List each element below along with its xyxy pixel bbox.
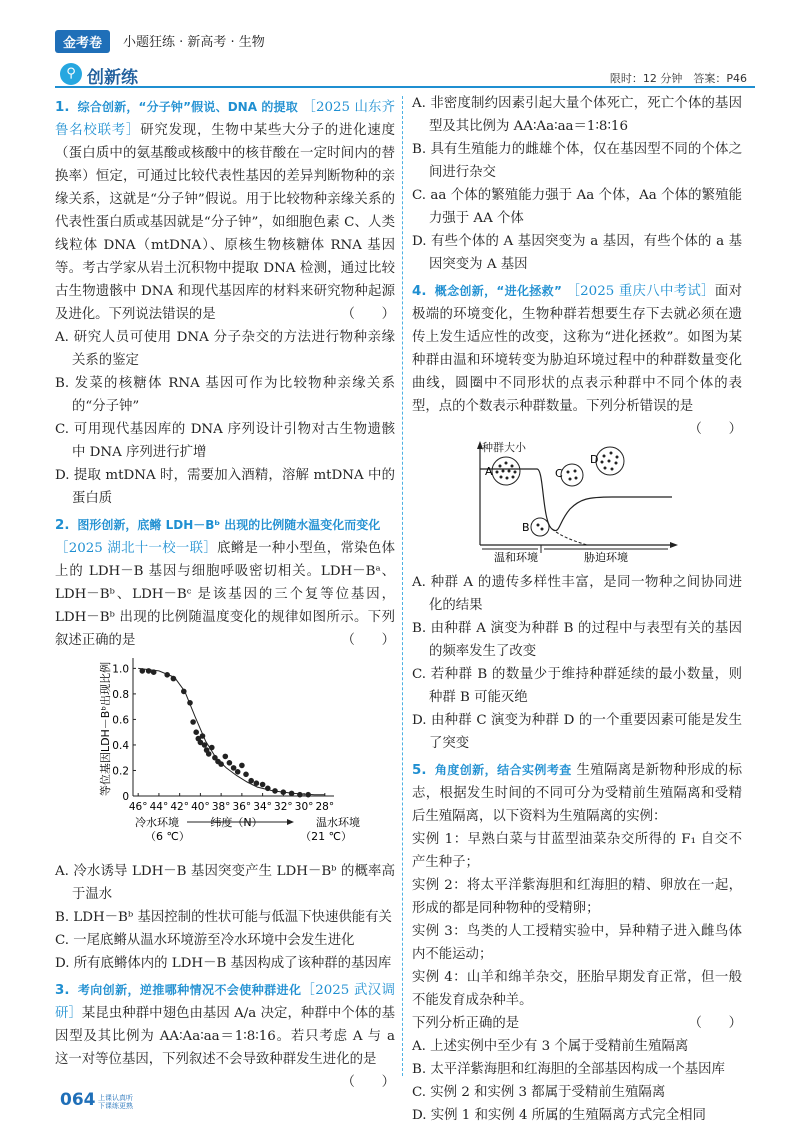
y-tick-label: 0.4 [112, 739, 129, 752]
x-tick-label: 44° [149, 801, 169, 813]
data-point [231, 765, 237, 771]
question-2 [55, 514, 395, 975]
brand-tag: 金考卷 [55, 30, 110, 53]
label-d: D [590, 453, 599, 466]
answer-bracket: （ ） [341, 307, 395, 322]
label-b: B [522, 521, 530, 534]
column-divider [402, 96, 403, 1076]
question-tag: 角度创新，结合实例考查 [434, 763, 572, 777]
y-tick-label: 0.6 [112, 714, 129, 727]
option-b: B. 具有生殖能力的雌雄个体，仅在基因型不同的个体之间进行杂交 [412, 142, 742, 180]
population-b-dot [541, 528, 544, 531]
stress-environment-label: 胁迫环境 [584, 551, 628, 563]
page-number: 064 [60, 1090, 96, 1110]
answer-bracket: （ ） [688, 422, 742, 437]
page-header [0, 0, 800, 58]
x-tick-label: 42° [170, 801, 189, 813]
x-axis-label: 纬度（N） [210, 816, 263, 829]
data-point [235, 769, 241, 775]
y-tick-label: 0 [122, 791, 129, 803]
question-stem: 底鳉是一种小型鱼，常染色体上的 LDH－B 基因与细胞呼吸密切相关。LDH－Bᵃ、LDH－Bᵇ、LDH－Bᶜ 是该基因的三个复等位基因，LDH－Bᵇ 出现的比例随温度变化的规律如图所示。下列叙述正确的是 [55, 541, 395, 648]
population-b-dot [537, 524, 540, 527]
x-tick-label: 38° [211, 801, 231, 813]
example-1: 实例 1：早熟白菜与甘蓝型油菜杂交所得的 F₁ 自交不产生种子； [412, 832, 742, 870]
x-tick-label: 46° [128, 801, 148, 813]
option-a: A. 非密度制约因素引起大量个体死亡，死亡个体的基因型及其比例为 AA∶Aa∶aa＝1∶8∶16 [412, 96, 742, 134]
question-3 [55, 979, 396, 1090]
evolutionary-rescue-diagram [412, 441, 742, 571]
question-5 [412, 759, 742, 1127]
population-b-circle [531, 518, 549, 536]
latitude-chart [55, 652, 395, 860]
example-2: 实例 2：将太平洋紫海胆和红海胆的精、卵放在一起，形成的都是同种物种的受精卵； [412, 878, 742, 916]
population-a-dots [496, 462, 517, 480]
data-point [272, 788, 278, 794]
footer-note: 上课认真听 下课练更熟 [98, 1094, 133, 1110]
option-a: A. 研究人员可使用 DNA 分子杂交的方法进行物种亲缘关系的鉴定 [55, 330, 395, 368]
answer-bracket: （ ） [688, 1016, 742, 1031]
y-tick-label: 0.8 [112, 688, 129, 701]
question-number: 5. [412, 763, 427, 778]
question-source: ［2025 武汉调研］ [55, 983, 395, 1021]
x-tick-label: 40° [191, 801, 210, 813]
population-c-circle [561, 464, 583, 486]
question-tag: 概念创新，“进化拯救” [434, 284, 562, 298]
warm-environment-label: 温水环境 [316, 816, 360, 829]
cold-temperature-label: （6 ℃） [145, 830, 190, 843]
population-size-diagram [412, 441, 742, 563]
option-c: C. 若种群 B 的数量少于维持种群延续的最小数量，则种群 B 可能灭绝 [412, 667, 742, 705]
option-d: D. 提取 mtDNA 时，需要加入酒精，溶解 mtDNA 中的蛋白质 [55, 468, 395, 506]
question-number: 3. [55, 983, 70, 998]
option-d: D. 所有底鳉体内的 LDH－B 基因构成了该种群的基因库 [55, 956, 392, 971]
label-a: A [485, 465, 493, 478]
scatter-chart [55, 652, 395, 852]
trend-curve [138, 668, 325, 794]
extinction-dashed-curve [552, 529, 587, 545]
x-tick-label: 36° [232, 801, 252, 813]
question-number: 1. [55, 100, 70, 115]
population-d-dots [601, 452, 619, 471]
question-source: ［2025 湖北十一校一联］ [55, 541, 218, 556]
option-b: B. 太平洋紫海胆和红海胆的全部基因构成一个基因库 [412, 1062, 725, 1077]
option-c: C. 可用现代基因库的 DNA 序列设计引物对古生物遗骸中 DNA 序列进行扩增 [55, 422, 395, 460]
answer-bracket: （ ） [341, 633, 395, 648]
answer-bracket: （ ） [341, 1075, 395, 1090]
cold-environment-label: 冷水环境 [135, 816, 179, 829]
data-point [206, 751, 212, 757]
data-point [227, 760, 233, 766]
x-axis-arrow-icon [670, 542, 678, 548]
question-source: ［2025 山东齐鲁名校联考］ [55, 100, 395, 138]
question-number: 2. [55, 518, 70, 533]
data-point [223, 754, 229, 760]
data-point [218, 761, 224, 767]
y-axis-label: 种群大小 [482, 441, 526, 454]
question-stem: 某昆虫种群中翅色由基因 A/a 决定，种群中个体的基因型及其比例为 AA∶Aa∶aa＝1∶8∶16。若只考虑 A 与 a 这一对等位基因，下列叙述不会导致种群发生进化的是 [55, 1006, 396, 1067]
data-point [254, 780, 260, 786]
question-stem: 生殖隔离是新物种形成的标志，根据发生时间的不同可分为受精前生殖隔离和受精后生殖隔离，以下资料为生殖隔离的实例： [412, 763, 742, 824]
question-tag: 图形创新，底鳉 LDH－Bᵇ 出现的比例随水温变化而变化 [77, 518, 381, 532]
data-point [193, 729, 199, 735]
label-c: C [555, 467, 563, 480]
data-point [202, 742, 208, 748]
option-a: A. 冷水诱导 LDH－B 基因突变产生 LDH－Bᵇ 的概率高于温水 [55, 864, 395, 902]
data-point [209, 745, 215, 751]
question-stem: 研究发现，生物中某些大分子的进化速度（蛋白质中的氨基酸或核酸中的核苷酸在一定时间内的替换率）恒定，可通过比较代表性基因的差异判断物种的亲缘关系，这就是“分子钟”假说。用于比较物种亲缘关系的代表性蛋白质或基因就是“分子钟”，如细胞色素 C、人类线粒体 DNA（mtDNA）、原核生物核糖体 RNA 基因等。考古学家从岩土沉积物中提取 DNA 检测，通过比较古生物遗骸中 DNA 和现代基因库的材料来研究物种起源及进化。下列说法错误的是 [55, 123, 395, 322]
mild-environment-label: 温和环境 [494, 551, 538, 563]
latitude-arrow-icon [287, 819, 294, 825]
data-point [187, 700, 193, 706]
section-title: 创新练 [87, 68, 138, 88]
data-point [164, 672, 170, 678]
right-column [412, 92, 742, 1127]
data-point [146, 668, 152, 674]
data-point [140, 668, 146, 674]
option-b: B. 发菜的核糖体 RNA 基因可作为比较物种亲缘关系的“分子钟” [55, 376, 395, 414]
option-a: A. 种群 A 的遗传多样性丰富，是同一物种之间协同进化的结果 [412, 575, 742, 613]
question-stem: 面对极端的环境变化，生物种群若想要生存下去就必须在遗传上发生适应性的改变，这称为“进化拯救”。如图为某种群由温和环境转变为胁迫环境过程中的种群数量变化曲线，圆圈中不同形状的点表示种群中不同个体的表型，点的个数表示种群数量。下列分析错误的是 [412, 284, 743, 414]
time-limit-answer: 限时：12 分钟 答案：P46 [609, 72, 747, 85]
left-column [55, 96, 395, 1094]
question-1 [55, 96, 395, 510]
data-point [171, 676, 177, 682]
option-b: B. LDH－Bᵇ 基因控制的性状可能与低温下快速供能有关 [55, 910, 392, 925]
series-title: 小题狂练 · 新高考 · 生物 [123, 35, 265, 50]
option-b: B. 由种群 A 演变为种群 B 的过程中与表型有关的基因的频率发生了改变 [412, 621, 742, 659]
data-point [190, 719, 196, 725]
y-tick-label: 0.2 [112, 765, 129, 778]
x-tick-label: 34° [253, 801, 272, 813]
question-4 [412, 280, 742, 755]
data-point [265, 786, 271, 792]
question-number: 4. [412, 284, 427, 299]
data-point [181, 689, 187, 695]
question-ask: 下列分析正确的是 [412, 1016, 520, 1031]
x-tick-label: 32° [274, 801, 293, 813]
option-c: C. aa 个体的繁殖能力强于 Aa 个体，Aa 个体的繁殖能力强于 AA 个体 [412, 188, 742, 226]
x-tick-label: 30° [294, 801, 314, 813]
magnifier-icon: ⚲ [60, 63, 82, 85]
data-point [281, 789, 287, 795]
option-d: D. 由种群 C 演变为种群 D 的一个重要因素可能是发生了突变 [412, 713, 742, 751]
option-c: C. 实例 2 和实例 3 都属于受精前生殖隔离 [412, 1085, 666, 1100]
question-3-options [412, 92, 742, 276]
example-4: 实例 4：山羊和绵羊杂交，胚胎早期发育正常，但一般不能发育成杂种羊。 [412, 970, 742, 1008]
y-tick-label: 1.0 [112, 663, 129, 676]
data-point [297, 792, 303, 798]
warm-temperature-label: （21 ℃） [300, 830, 352, 843]
option-d: D. 有些个体的 A 基因突变为 a 基因，有些个体的 a 基因突变为 A 基因 [412, 234, 742, 272]
data-point [289, 791, 295, 797]
data-point [239, 763, 245, 769]
option-d: D. 实例 1 和实例 4 所属的生殖隔离方式完全相同 [412, 1108, 706, 1123]
section-bar [55, 62, 755, 88]
data-point [305, 792, 311, 798]
option-c: C. 一尾底鳉从温水环境游至冷水环境中会发生进化 [55, 933, 355, 948]
x-tick-label: 28° [315, 801, 335, 813]
data-point [151, 669, 157, 675]
data-point [248, 778, 254, 784]
data-point [200, 733, 206, 739]
data-point [260, 782, 266, 788]
y-axis-label: 等位基因LDH－Bᵇ出现比例 [99, 661, 112, 797]
option-a: A. 上述实例中至少有 3 个属于受精前生殖隔离 [412, 1039, 689, 1054]
question-tag: 考向创新，逆推哪种情况不会使种群进化 [77, 983, 302, 997]
data-point [243, 772, 249, 778]
question-tag: 综合创新，“分子钟”假说、DNA 的提取 [77, 100, 298, 114]
question-source: ［2025 重庆八中考试］ [566, 284, 715, 299]
example-3: 实例 3：鸟类的人工授精实验中，异种精子进入雌鸟体内不能运动； [412, 924, 742, 962]
